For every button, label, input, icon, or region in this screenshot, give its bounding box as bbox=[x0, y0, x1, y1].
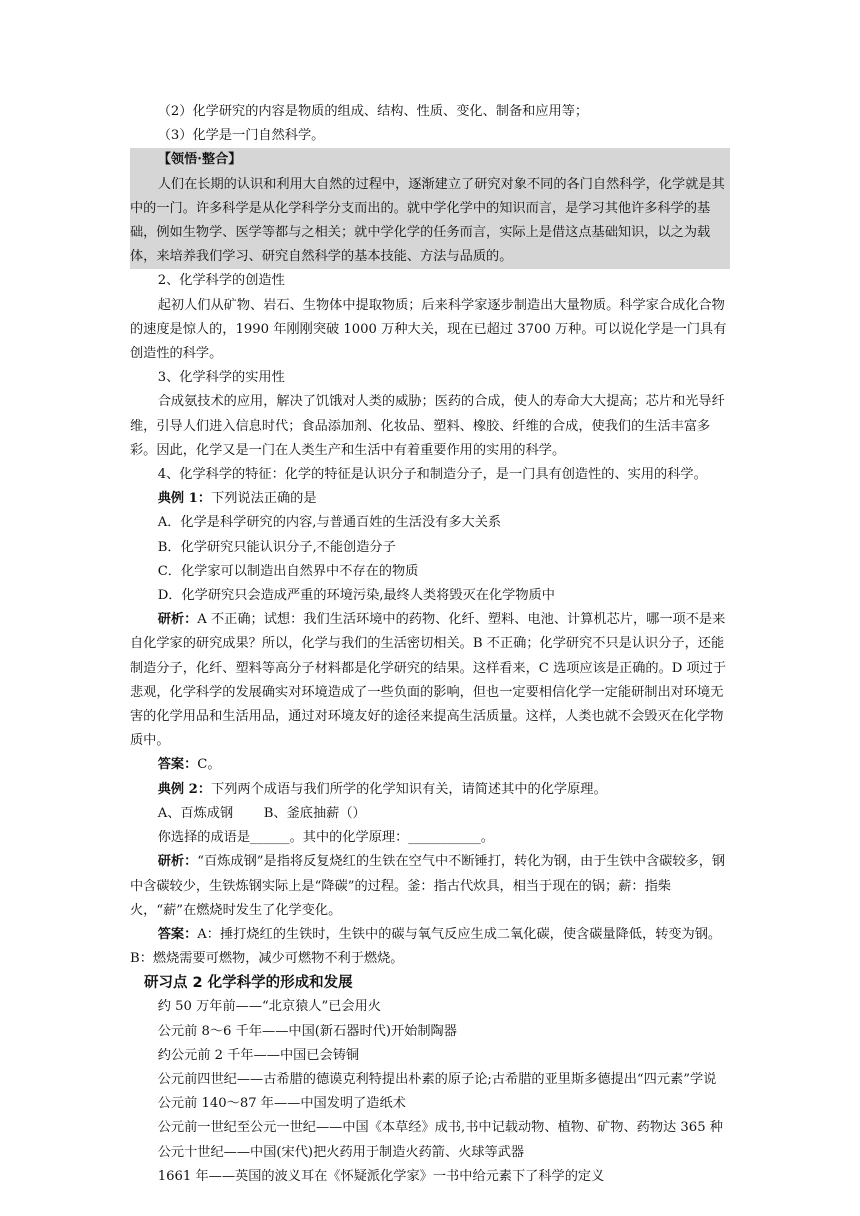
fill-blank-line: 你选择的成语是______。其中的化学原理：___________。 bbox=[157, 830, 494, 846]
analysis bbox=[130, 850, 730, 923]
answer-text: A：捶打烧红的生铁时，生铁中的碳与氧气反应生成二氧化碳，使含碳量降低，转变为钢。B：燃烧需要可燃物，减少可燃物不利于燃烧。 bbox=[130, 926, 722, 967]
paragraph: 起初人们从矿物、岩石、生物体中提取物质；后来科学家逐步制造出大量物质。科学家合成化合物的速度是惊人的，1990 年刚刚突破 1000 万种大关，现在已超过 3700 万种。可以说化学是一门具有创造性的科学。 bbox=[130, 297, 727, 362]
analysis-text: A 不正确；试想：我们生活环境中的药物、化纤、塑料、电池、计算机芯片，哪一项不是来自化学家的研究成果？所以，化学与我们的生活密切相关。B 不正确；化学研究不只是认识分子，还能制造分子，化纤、塑料等高分子材料都是化学研究的结果。这样看来，C 选项应该是正确的。D 项过于悲观，化学科学的发展确实对环境造成了一些负面的影响，但也一定要相信化学一定能研制出对环境无害的化学用品和生活用品，通过对环境友好的途径来提高生活质量。这样，人类也就不会毁灭在化学物质中。 bbox=[130, 612, 727, 749]
option: C．化学家可以制造出自然界中不存在的物质 bbox=[157, 563, 419, 579]
answer-label: 答案： bbox=[157, 926, 198, 942]
timeline-item: 约公元前 2 千年——中国已会铸铜 bbox=[157, 1047, 360, 1063]
section-heading: 3、化学科学的实用性 bbox=[157, 370, 285, 386]
timeline-item: 公元前一世纪至公元一世纪——中国《本草经》成书,书中记载动物、植物、矿物、药物达 365 种 bbox=[157, 1120, 723, 1136]
document-page bbox=[130, 100, 730, 1189]
timeline-item: 公元前四世纪——古希腊的德谟克利特提出朴素的原子论;古希腊的亚里斯多德提出“四元素”学说 bbox=[157, 1071, 717, 1087]
summary-box bbox=[130, 148, 730, 269]
option: A、百炼成钢 B、釜底抽薪（） bbox=[157, 805, 366, 821]
timeline-item: 公元前 140～87 年——中国发明了造纸术 bbox=[157, 1096, 406, 1112]
timeline-item: 约 50 万年前——“北京猿人”已会用火 bbox=[157, 999, 381, 1015]
example-label: 典例 2： bbox=[157, 781, 212, 797]
timeline-item: 公元十世纪——中国(宋代)把火药用于制造火药箭、火球等武器 bbox=[157, 1144, 525, 1160]
paragraph: （3）化学是一门自然科学。 bbox=[157, 128, 325, 144]
summary-heading: 【领悟·整合】 bbox=[157, 152, 242, 168]
section-heading: 2、化学科学的创造性 bbox=[157, 273, 285, 289]
timeline-item: 1661 年——英国的波义耳在《怀疑派化学家》一书中给元素下了科学的定义 bbox=[157, 1168, 605, 1184]
answer bbox=[130, 753, 730, 777]
answer bbox=[130, 923, 730, 971]
paragraph: 4、化学科学的特征：化学的特征是认识分子和制造分子，是一门具有创造性的、实用的科学。 bbox=[157, 467, 707, 483]
answer-text: C。 bbox=[197, 757, 221, 773]
example-question bbox=[130, 487, 730, 511]
example-label: 典例 1： bbox=[157, 491, 212, 507]
summary-text: 人们在长期的认识和利用大自然的过程中，逐渐建立了研究对象不同的各门自然科学，化学就是其中的一门。许多科学是从化学科学分支而出的。就中学化学中的知识而言，是学习其他许多科学的基础，例如生物学、医学等都与之相关；就中学化学的任务而言，实际上是借这点基础知识，以之为载体，来培养我们学习、研究自然科学的基本技能、方法与品质的。 bbox=[130, 176, 725, 265]
analysis-label: 研析： bbox=[157, 854, 198, 870]
paragraph: （2）化学研究的内容是物质的组成、结构、性质、变化、制备和应用等； bbox=[157, 104, 589, 119]
option: B．化学研究只能认识分子,不能创造分子 bbox=[157, 539, 396, 555]
analysis-text: “百炼成钢”是指将反复烧红的生铁在空气中不断锤打，转化为钢，由于生铁中含碳较多，钢中含碳较少，生铁炼钢实际上是“降碳”的过程。釜：指古代炊具，相当于现在的锅；薪：指柴火，“薪”在燃烧时发生了化学变化。 bbox=[130, 854, 726, 918]
timeline-item: 公元前 8～6 千年——中国(新石器时代)开始制陶器 bbox=[157, 1023, 457, 1039]
analysis bbox=[130, 608, 730, 753]
study-point-heading: 研习点 2 化学科学的形成和发展 bbox=[144, 975, 353, 992]
example-text: 下列两个成语与我们所学的化学知识有关，请简述其中的化学原理。 bbox=[211, 781, 607, 797]
analysis-label: 研析： bbox=[157, 612, 198, 628]
answer-label: 答案： bbox=[157, 757, 198, 773]
example-question bbox=[130, 778, 730, 802]
paragraph: 合成氨技术的应用，解决了饥饿对人类的威胁；医药的合成，使人的寿命大大提高；芯片和光导纤维，引导人们进入信息时代；食品添加剂、化妆品、塑料、橡胶、纤维的合成，使我们的生活丰富多彩。因此，化学又是一门在人类生产和生活中有着重要作用的实用的科学。 bbox=[130, 394, 725, 458]
option: D．化学研究只会造成严重的环境污染,最终人类将毁灭在化学物质中 bbox=[157, 588, 555, 604]
example-text: 下列说法正确的是 bbox=[211, 491, 317, 507]
option: A．化学是科学研究的内容,与普通百姓的生活没有多大关系 bbox=[157, 515, 502, 531]
